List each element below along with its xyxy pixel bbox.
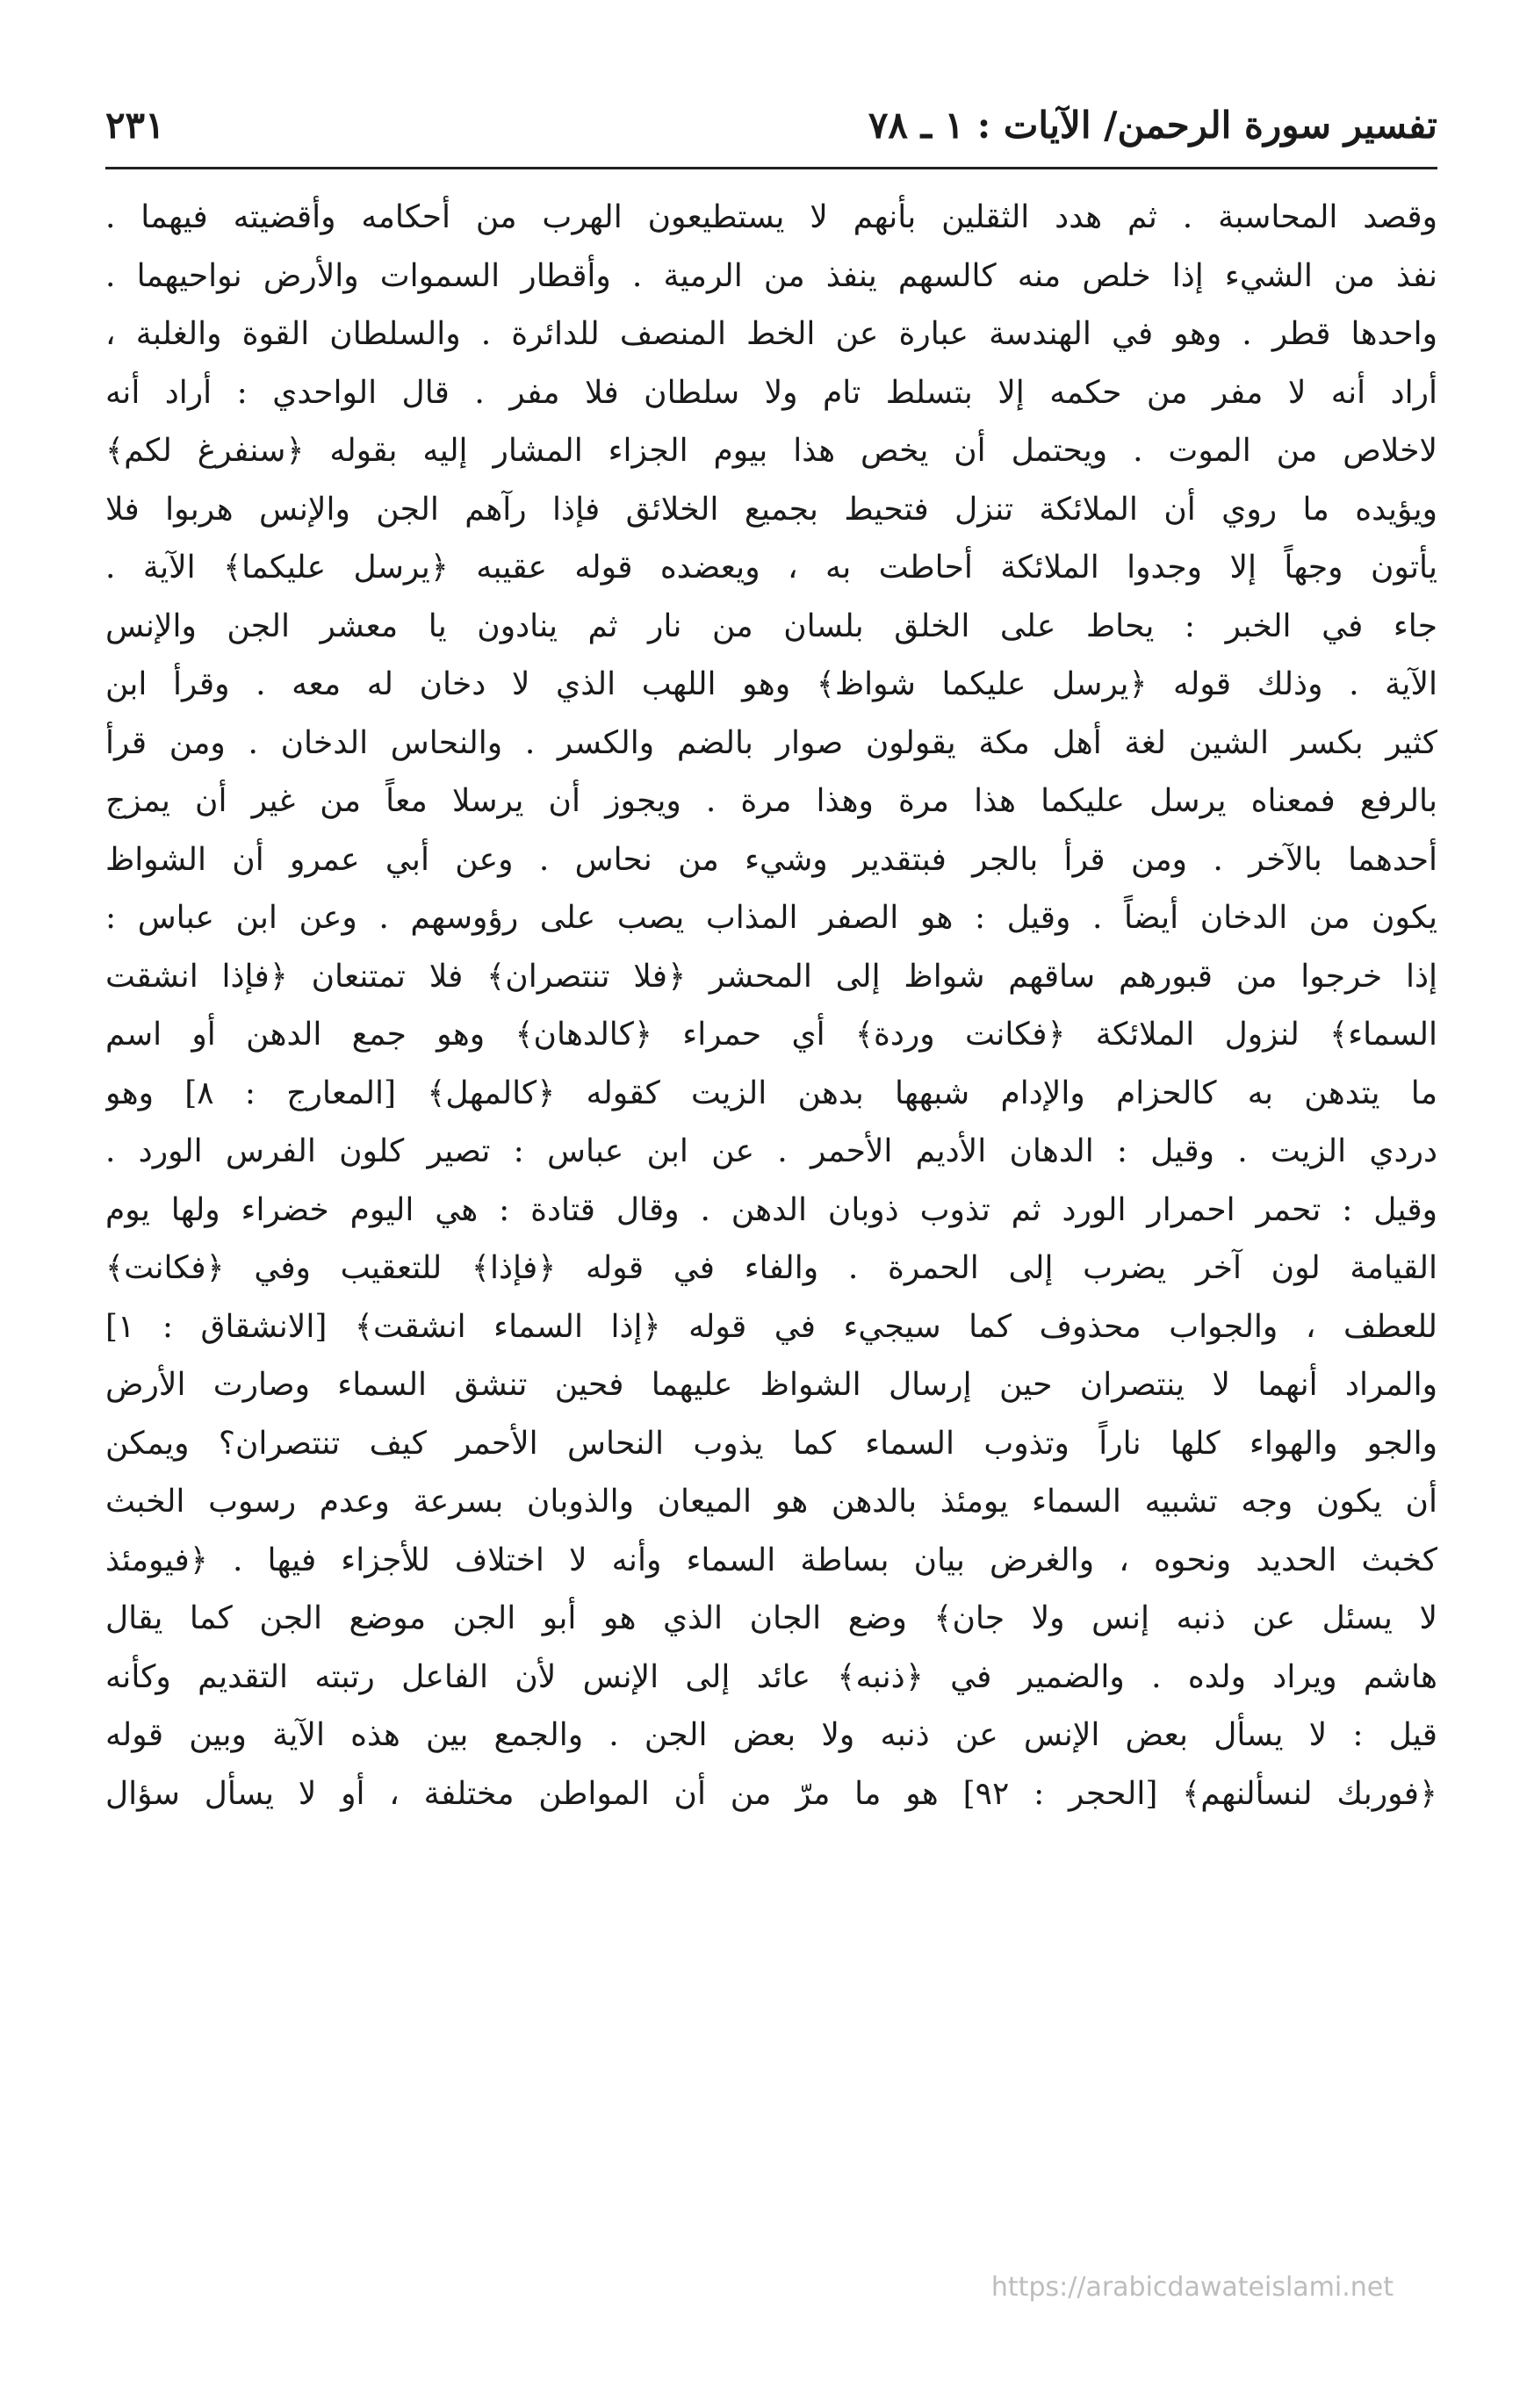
text-line: للعطف ، والجواب محذوف كما سيجيء في قوله ﴿إذا السماء انشقت﴾ [الانشقاق : ١]	[105, 1308, 1437, 1345]
page-header	[105, 97, 1437, 167]
text-line: السماء﴾ لنزول الملائكة ﴿فكانت وردة﴾ أي حمراء ﴿كالدهان﴾ وهو جمع الدهن أو اسم	[105, 1017, 1437, 1053]
watermark-url: https://arabicdawateislami.net	[990, 2272, 1394, 2303]
text-line: بالرفع فمعناه يرسل عليكما هذا مرة وهذا مرة . ويجوز أن يرسلا معاً من غير أن يمزج	[105, 783, 1437, 819]
text-line: ويؤيده ما روي أن الملائكة تنزل فتحيط بجميع الخلائق فإذا رآهم الجن والإنس هربوا فلا	[105, 491, 1437, 528]
text-line: نفذ من الشيء إذا خلص منه كالسهم ينفذ من الرمية . وأقطار السموات والأرض نواحيهما .	[105, 257, 1437, 294]
text-line: ما يتدهن به كالحزام والإدام شبهها بدهن الزيت كقوله ﴿كالمهل﴾ [المعارج : ٨] وهو	[105, 1075, 1437, 1111]
text-line: أراد أنه لا مفر من حكمه إلا بتسلط تام ولا سلطان فلا مفر . قال الواحدي : أراد أنه	[105, 374, 1437, 411]
running-title: تفسير سورة الرحمن/ الآيات : ١ ـ ٧٨	[868, 104, 1437, 147]
text-line: وقصد المحاسبة . ثم هدد الثقلين بأنهم لا يستطيعون الهرب من أحكامه وأقضيته فيهما .	[105, 199, 1437, 235]
text-line: والمراد أنهما لا ينتصران حين إرسال الشواظ عليهما فحين تنشق السماء وصارت الأرض	[105, 1367, 1437, 1403]
text-line: لا يسئل عن ذنبه إنس ولا جان﴾ وضع الجان الذي هو أبو الجن موضع الجن كما يقال	[105, 1600, 1437, 1636]
text-line: هاشم ويراد ولده . والضمير في ﴿ذنبه﴾ عائد إلى الإنس لأن الفاعل رتبته التقديم وكأنه	[105, 1658, 1437, 1695]
text-line: واحدها قطر . وهو في الهندسة عبارة عن الخط المنصف للدائرة . والسلطان القوة والغلبة ،	[105, 316, 1437, 352]
text-line: قيل : لا يسأل بعض الإنس عن ذنبه ولا بعض الجن . والجمع بين هذه الآية وبين قوله	[105, 1717, 1437, 1753]
text-line: جاء في الخبر : يحاط على الخلق بلسان من نار ثم ينادون يا معشر الجن والإنس	[105, 607, 1437, 644]
text-line: والجو والهواء كلها ناراً وتذوب السماء كما يذوب النحاس الأحمر كيف تنتصران؟ ويمكن	[105, 1425, 1437, 1462]
text-line: أحدهما بالآخر . ومن قرأ بالجر فبتقدير وشيء من نحاس . وعن أبي عمرو أن الشواظ	[105, 841, 1437, 878]
text-line: يأتون وجهاً إلا وجدوا الملائكة أحاطت به ، ويعضده قوله عقيبه ﴿يرسل عليكما﴾ الآية .	[105, 550, 1437, 586]
text-line: دردي الزيت . وقيل : الدهان الأديم الأحمر . عن ابن عباس : تصير كلون الفرس الورد .	[105, 1133, 1437, 1169]
text-line: لاخلاص من الموت . ويحتمل أن يخص هذا بيوم الجزاء المشار إليه بقوله ﴿سنفرغ لكم﴾	[105, 433, 1437, 469]
header-rule	[105, 167, 1437, 169]
text-line: ﴿فوربك لنسألنهم﴾ [الحجر : ٩٢] هو ما مرّ من أن المواطن مختلفة ، أو لا يسأل سؤال	[105, 1775, 1437, 1812]
text-line: إذا خرجوا من قبورهم ساقهم شواظ إلى المحشر ﴿فلا تنتصران﴾ فلا تمتنعان ﴿فإذا انشقت	[105, 958, 1437, 995]
text-line: القيامة لون آخر يضرب إلى الحمرة . والفاء في قوله ﴿فإذا﴾ للتعقيب وفي ﴿فكانت﴾	[105, 1250, 1437, 1286]
page-number: ٢٣١	[105, 104, 165, 147]
text-line: كثير بكسر الشين لغة أهل مكة يقولون صوار بالضم والكسر . والنحاس الدخان . ومن قرأ	[105, 724, 1437, 761]
page-body	[105, 189, 1437, 1823]
text-line: الآية . وذلك قوله ﴿يرسل عليكما شواظ﴾ وهو اللهب الذي لا دخان له معه . وقرأ ابن	[105, 666, 1437, 702]
text-line: أن يكون وجه تشبيه السماء يومئذ بالدهن هو الميعان والذوبان بسرعة وعدم رسوب الخبث	[105, 1484, 1437, 1520]
text-line: كخبث الحديد ونحوه ، والغرض بيان بساطة السماء وأنه لا اختلاف للأجزاء فيها . ﴿فيومئذ	[105, 1542, 1437, 1578]
text-line: يكون من الدخان أيضاً . وقيل : هو الصفر المذاب يصب على رؤوسهم . وعن ابن عباس :	[105, 900, 1437, 936]
text-line: وقيل : تحمر احمرار الورد ثم تذوب ذوبان الدهن . وقال قتادة : هي اليوم خضراء ولها يوم	[105, 1191, 1437, 1228]
